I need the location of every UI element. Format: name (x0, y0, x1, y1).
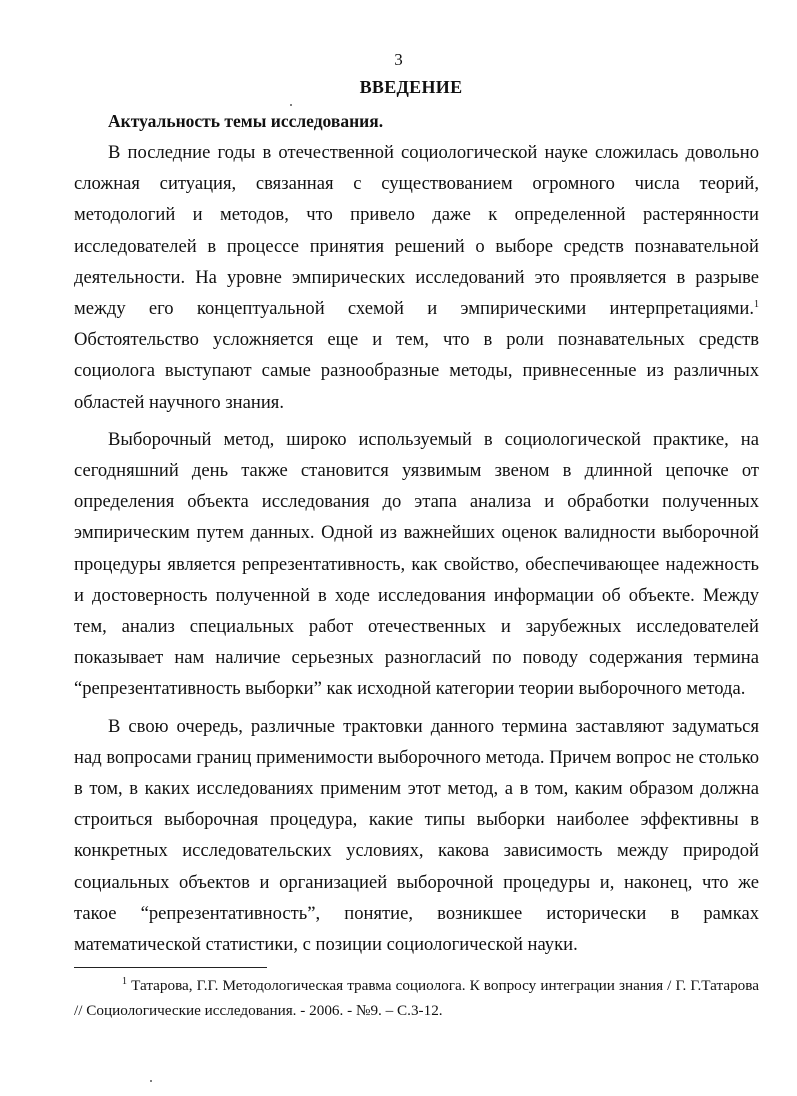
scan-speck (150, 1080, 152, 1082)
scan-speck (290, 104, 292, 106)
paragraph-2: Выборочный метод, широко используемый в социологической практике, на сегодняшний день также становится уязвимым звеном в длинной цепочке от определения объекта исследования до этапа анализа и обработки полученных эмпирическим путем данных. Одной из важнейших оценок валидности выборочной процедуры является репрезентативность, как свойство, обеспечивающее надежность и достоверность полученной в ходе исследования информации об объекте. Между тем, анализ специальных работ отечественных и зарубежных исследователей показывает нам наличие серьезных разногласий по поводу содержания термина “репрезентативность выборки” как исходной категории теории выборочного метода. (74, 428, 759, 700)
subsection-heading: Актуальность темы исследования. (108, 111, 384, 131)
footnote-separator (74, 967, 267, 968)
paragraph-1-text: В последние годы в отечественной социологической науке сложилась довольно сложная ситуация, связанная с существованием огромного числа теорий, методологий и методов, что привело даже к определенной растерянности исследователей в процессе принятия решений о выборе средств познавательной деятельности. На уровне эмпирических исследований это проявляется в разрыве между его концептуальной схемой и эмпирическими интерпретациями. (74, 142, 759, 320)
footnote-text: Татарова, Г.Г. Методологическая травма социолога. К вопросу интеграции знания / Г. Г.Татарова // Социологические исследования. - 2006. - №9. – С.3-12. (74, 977, 759, 1019)
footnote (74, 973, 759, 1023)
section-title: ВВЕДЕНИЕ (359, 77, 463, 97)
paragraph-1 (74, 137, 759, 418)
body-text (74, 137, 759, 966)
page-number: 3 (394, 50, 403, 69)
paragraph-1-text-continued: Обстоятельство усложняется еще и тем, что в роли познавательных средств социолога выступают самые разнообразные методы, привнесенные из различных областей научного знания. (74, 329, 759, 413)
paragraph-3: В свою очередь, различные трактовки данного термина заставляют задуматься над вопросами границ применимости выборочного метода. Причем вопрос не столько в том, в каких исследованиях применим этот метод, а в том, каким образом должна строиться выборочная процедура, какие типы выборки наиболее эффективны в конкретных исследовательских условиях, какова зависимость между природой социальных объектов и организацией выборочной процедуры и, наконец, что же такое “репрезентативность”, понятие, возникшее исторически в рамках математической статистики, с позиции социологической науки. (74, 715, 759, 956)
footnote-reference[interactable]: 1 (754, 299, 759, 311)
footnote-mark: 1 (122, 976, 127, 987)
